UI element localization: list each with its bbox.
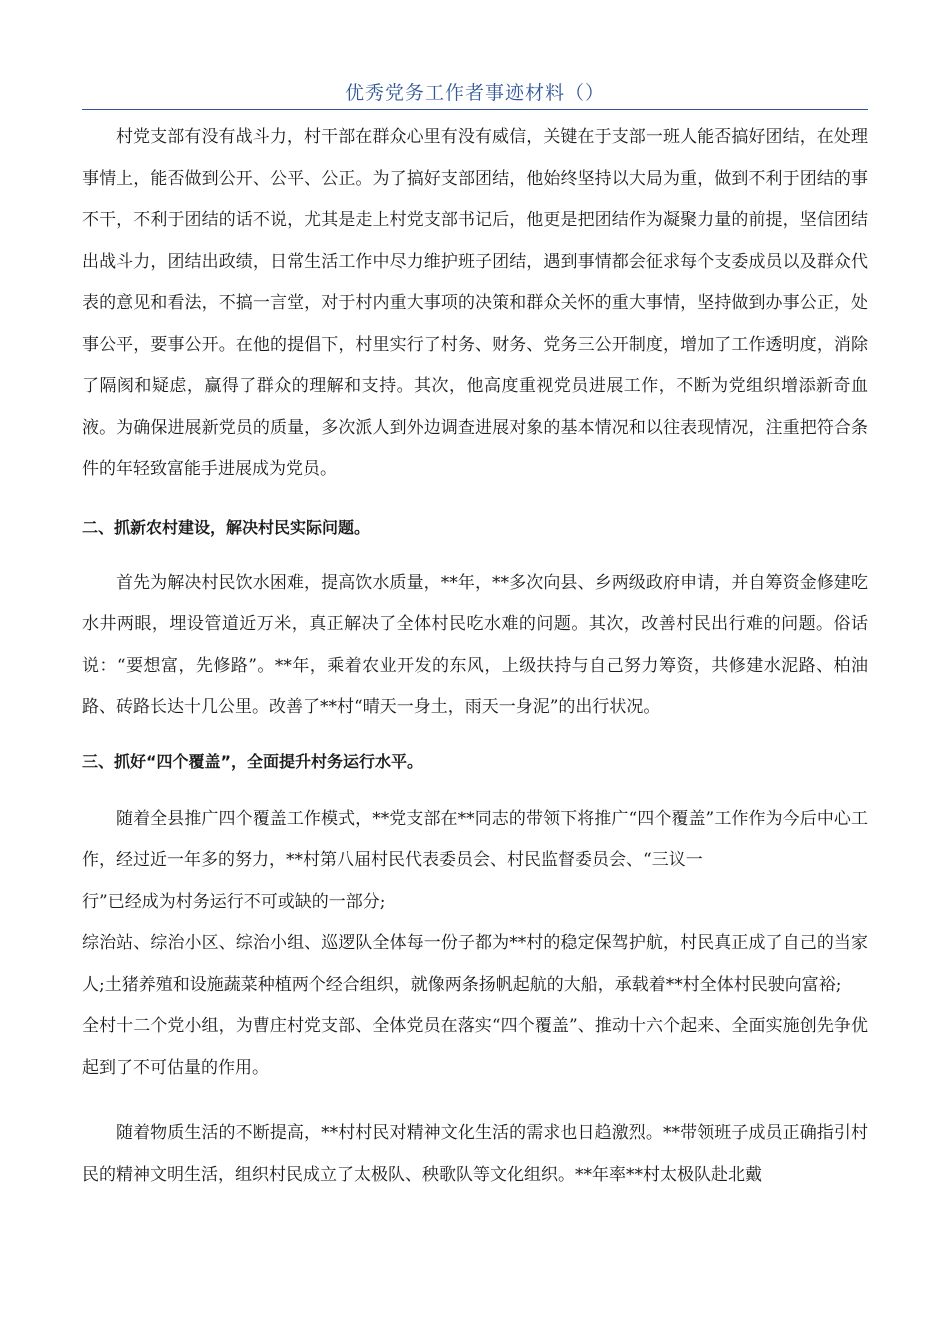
document-header-title: 优秀党务工作者事迹材料（） — [344, 82, 605, 104]
paragraph-four-coverage: 随着全县推广四个覆盖工作模式，**党支部在**同志的带领下将推广“四个覆盖”工作作为今后中心工作，经过近一年多的努力，**村第八届村民代表委员会、村民监督委员会、“三议一 — [82, 808, 868, 870]
paragraph-four-coverage-cont: 行”已经成为村务运行不可或缺的一部分; — [82, 891, 386, 912]
paragraph-culture: 随着物质生活的不断提高，**村村民对精神文化生活的需求也日趋激烈。**带领班子成员正确指引村民的精神文明生活，组织村民成立了太极队、秧歌队等文化组织。**年率**村太极队赴北戴 — [82, 1123, 868, 1185]
paragraph-party-groups: 全村十二个党小组，为曹庄村党支部、全体党员在落实“四个覆盖”、推动十六个起来、全面实施创先争优起到了不可估量的作用。 — [82, 1016, 868, 1078]
paragraph-unity: 村党支部有没有战斗力，村干部在群众心里有没有威信，关键在于支部一班人能否搞好团结，在处理事情上，能否做到公开、公平、公正。为了搞好支部团结，他始终坚持以大局为重，做到不利于团结的事不干，不利于团结的话不说，尤其是走上村党支部书记后，他更是把团结作为凝聚力量的前提，坚信团结出战斗力，团结出政绩，日常生活工作中尽力维护班子团结，遇到事情都会征求每个支委成员以及群众代表的意见和看法，不搞一言堂，对于村内重大事项的决策和群众关怀的重大事情，坚持做到办事公正，处事公平，要事公开。在他的提倡下，村里实行了村务、财务、党务三公开制度，增加了工作透明度，消除了隔阂和疑虑，赢得了群众的理解和支持。其次，他高度重视党员进展工作，不断为党组织增添新奇血液。为确保进展新党员的质量，多次派人到外边调查进展对象的基本情况和以往表现情况，注重把符合条件的年轻致富能手进展成为党员。 — [82, 127, 868, 479]
paragraph-new-village: 首先为解决村民饮水困难，提高饮水质量，**年，**多次向县、乡两级政府申请，并自筹资金修建吃水井两眼，埋设管道近万米，真正解决了全体村民吃水难的问题。其次，改善村民出行难的问题。俗话说：“要想富，先修路”。**年，乘着农业开发的东风，上级扶持与自己努力筹资，共修建水泥路、柏油路、砖路长达十几公里。改善了**村“晴天一身土，雨天一身泥”的出行状况。 — [82, 572, 868, 717]
paragraph-security-stations: 综治站、综治小区、综治小组、巡逻队全体每一份子都为**村的稳定保驾护航，村民真正成了自己的当家人;土猪养殖和设施蔬菜种植两个经合组织，就像两条扬帆起航的大船，承载着**村全体村民驶向富裕; — [82, 933, 868, 995]
section-heading-3: 三、抓好“四个覆盖”，全面提升村务运行水平。 — [82, 751, 424, 771]
header-divider — [82, 109, 868, 110]
section-heading-2: 二、抓新农村建设，解决村民实际问题。 — [82, 517, 371, 537]
document-body — [82, 117, 868, 1196]
